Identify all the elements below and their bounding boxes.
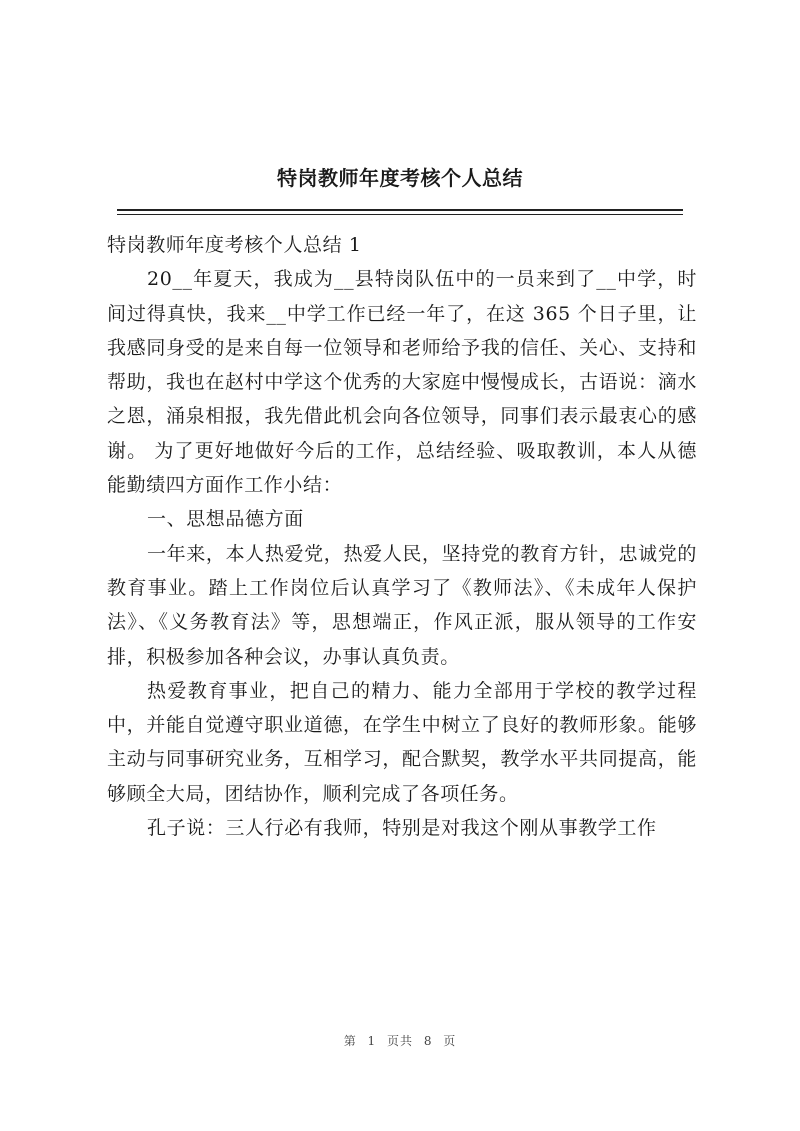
paragraph-confucius: 孔子说：三人行必有我师，特别是对我这个刚从事教学工作 xyxy=(147,817,657,840)
document-body xyxy=(107,228,697,845)
section-subtitle: 特岗教师年度考核个人总结 1 xyxy=(107,234,362,256)
title-rule-thick xyxy=(117,209,683,211)
paragraph-dedication: 热爱教育事业，把自己的精力、能力全部用于学校的教学过程中，并能自觉遵守职业道德，在学生中树立了良好的教师形象。能够主动与同事研究业务，互相学习，配合默契，教学水平共同提高，能够顾全大局，团结协作，顺利完成了各项任务。 xyxy=(107,679,697,805)
paragraph-intro: 20__年夏天，我成为__县特岗队伍中的一员来到了__中学，时间过得真快，我来__中学工作已经一年了，在这 365 个日子里，让我感同身受的是来自每一位领导和老师给予我的信任、关心、支持和帮助，我也在赵村中学这个优秀的大家庭中慢慢成长，古语说：滴水之恩，涌泉相报，我先借此机会向各位领导，同事们表示最衷心的感谢。 为了更好地做好今后的工作，总结经验、吸取教训，本人从德能勤绩四方面作工作小结： xyxy=(107,268,697,497)
document-title: 特岗教师年度考核个人总结 xyxy=(277,166,523,190)
page-number-footer: 第 1 页共 8 页 xyxy=(343,1034,457,1048)
section-heading-morality: 一、思想品德方面 xyxy=(147,508,304,531)
title-rule-thin xyxy=(117,214,683,215)
paragraph-morality: 一年来，本人热爱党，热爱人民，坚持党的教育方针，忠诚党的教育事业。踏上工作岗位后认真学习了《教师法》、《未成年人保护法》、《义务教育法》等，思想端正，作风正派，服从领导的工作安排，积极参加各种会议，办事认真负责。 xyxy=(107,542,697,668)
